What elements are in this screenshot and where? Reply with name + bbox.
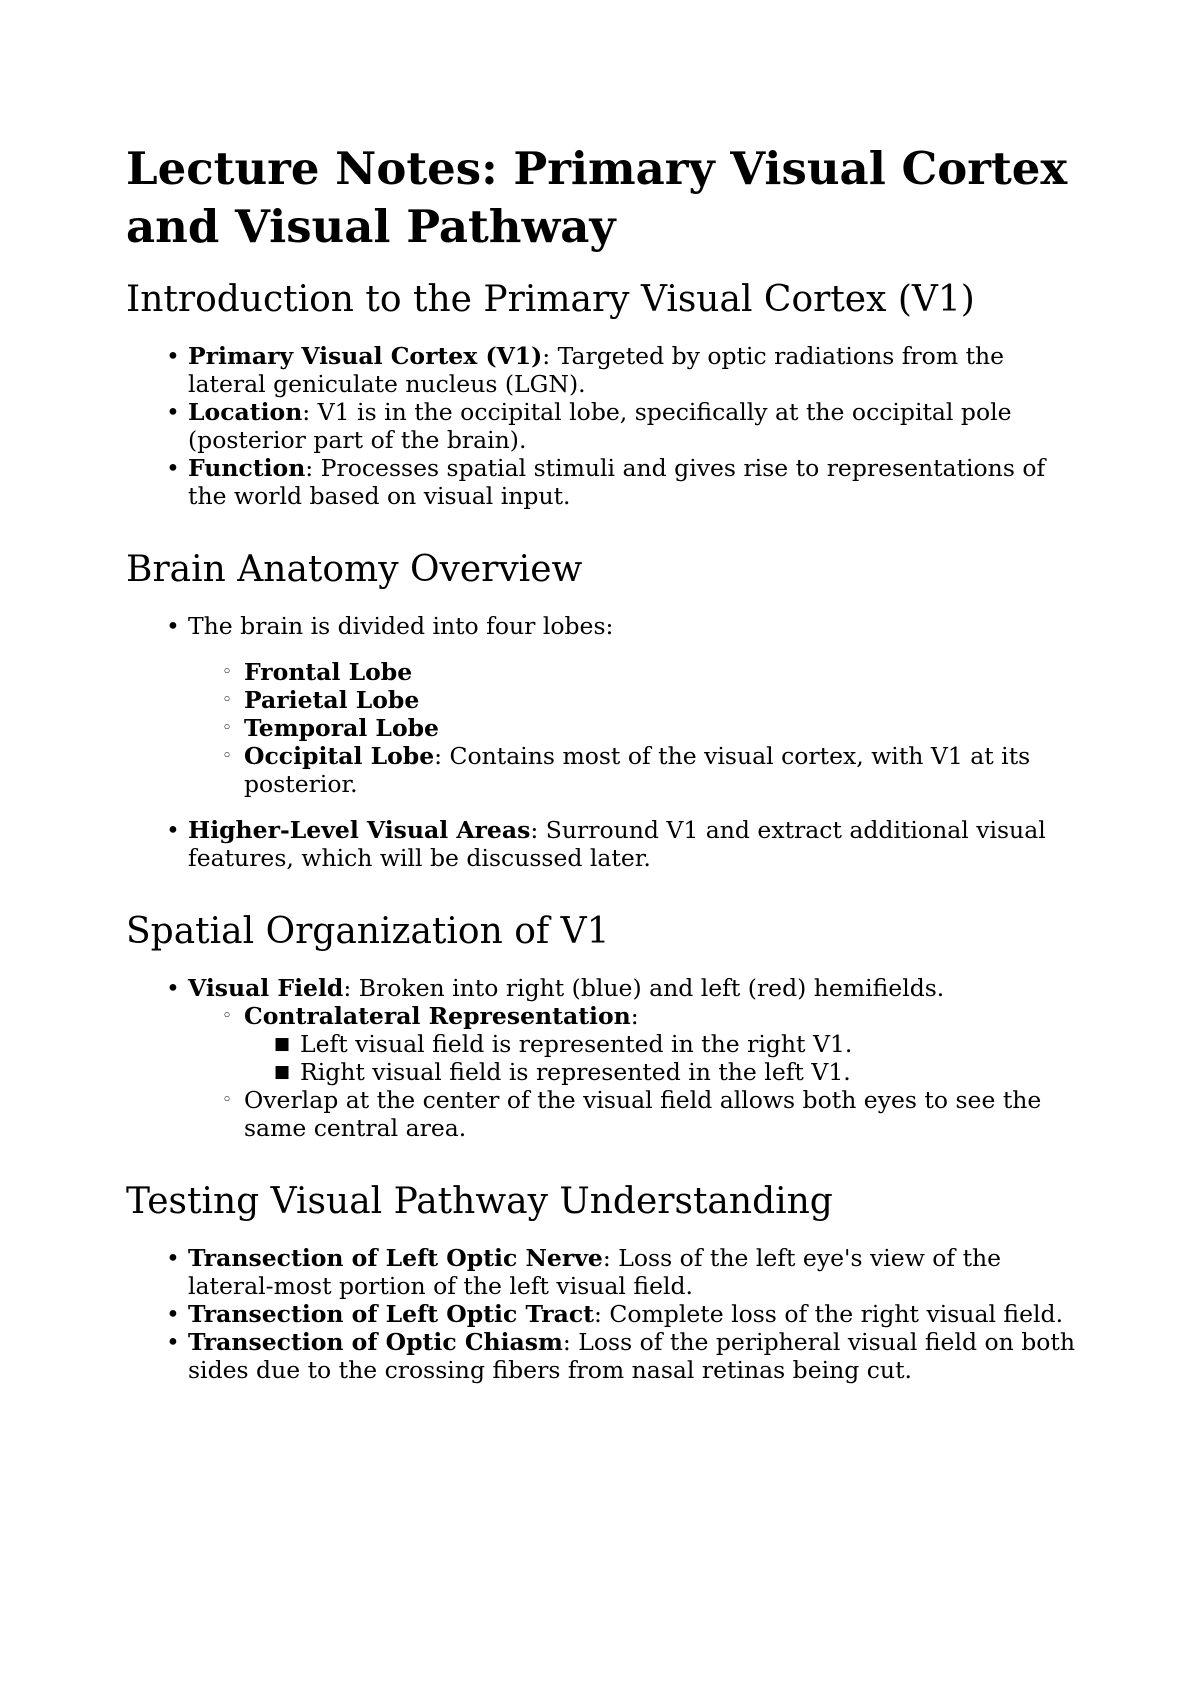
section-heading-intro: Introduction to the Primary Visual Cortex (V1) [126, 279, 975, 320]
item-text: : Surround V1 and extract additional visual features, which will be discussed later. [188, 816, 1046, 872]
list-item [126, 342, 1086, 398]
item-term: Function [188, 454, 306, 482]
item-text: : Broken into right (blue) and left (red) hemifields. [343, 974, 945, 1002]
item-term: Transection of Left Optic Nerve [188, 1244, 603, 1272]
list-item [182, 714, 1086, 742]
page-title: Lecture Notes: Primary Visual Cortex and Visual Pathway [126, 142, 1068, 253]
item-text: The brain is divided into four lobes: [188, 612, 614, 640]
contra-list [238, 1030, 1086, 1086]
list-item [126, 816, 1086, 872]
item-term: Transection of Left Optic Tract [188, 1300, 594, 1328]
list-item: ◦ Overlap at the center of the visual field allows both eyes to see the same central area. [182, 1086, 1086, 1142]
item-term: Contralateral Representation [244, 1002, 631, 1030]
list-item [126, 612, 1086, 816]
section-heading-anatomy: Brain Anatomy Overview [126, 549, 583, 590]
anatomy-list [126, 612, 1086, 872]
item-term: Frontal Lobe [244, 658, 413, 686]
list-item [126, 1328, 1086, 1384]
item-text: : [630, 1002, 639, 1030]
intro-list [126, 342, 1086, 510]
list-item: ■ Right visual field is represented in the left V1. [238, 1058, 1086, 1086]
item-term: Transection of Optic Chiasm [188, 1328, 563, 1356]
item-term: Higher-Level Visual Areas [188, 816, 531, 844]
spatial-sublist [182, 1002, 1086, 1142]
list-item [126, 454, 1086, 510]
list-item [126, 1300, 1086, 1328]
section-heading-spatial: Spatial Organization of V1 [126, 911, 610, 952]
item-term: Parietal Lobe [244, 686, 420, 714]
lobes-list [182, 658, 1086, 798]
item-text: : Processes spatial stimuli and gives rise to representations of the world based on visual input. [188, 454, 1046, 510]
spatial-list [126, 974, 1086, 1142]
list-item [182, 686, 1086, 714]
item-text: : Loss of the left eye's view of the lateral-most portion of the left visual field. [188, 1244, 1002, 1300]
item-text: : Contains most of the visual cortex, with V1 at its posterior. [244, 742, 1031, 798]
item-text: : Loss of the peripheral visual field on both sides due to the crossing fibers from nasal retinas being cut. [188, 1328, 1076, 1384]
item-text: : Complete loss of the right visual field. [594, 1300, 1064, 1328]
item-term: Visual Field [188, 974, 344, 1002]
list-item [182, 658, 1086, 686]
testing-list [126, 1244, 1086, 1384]
item-term: Primary Visual Cortex (V1) [188, 342, 543, 370]
item-term: Temporal Lobe [244, 714, 440, 742]
section-heading-testing: Testing Visual Pathway Understanding [126, 1181, 833, 1222]
list-item: ■ Left visual field is represented in the right V1. [238, 1030, 1086, 1058]
list-item [182, 1002, 1086, 1086]
item-text: : V1 is in the occipital lobe, specifically at the occipital pole (posterior part of the brain). [188, 398, 1012, 454]
document-page [126, 140, 1086, 1384]
item-term: Occipital Lobe [244, 742, 435, 770]
list-item [126, 1244, 1086, 1300]
list-item [126, 398, 1086, 454]
list-item [182, 742, 1086, 798]
item-text: : Targeted by optic radiations from the lateral geniculate nucleus (LGN). [188, 342, 1005, 398]
item-term: Location [188, 398, 303, 426]
list-item [126, 974, 1086, 1142]
